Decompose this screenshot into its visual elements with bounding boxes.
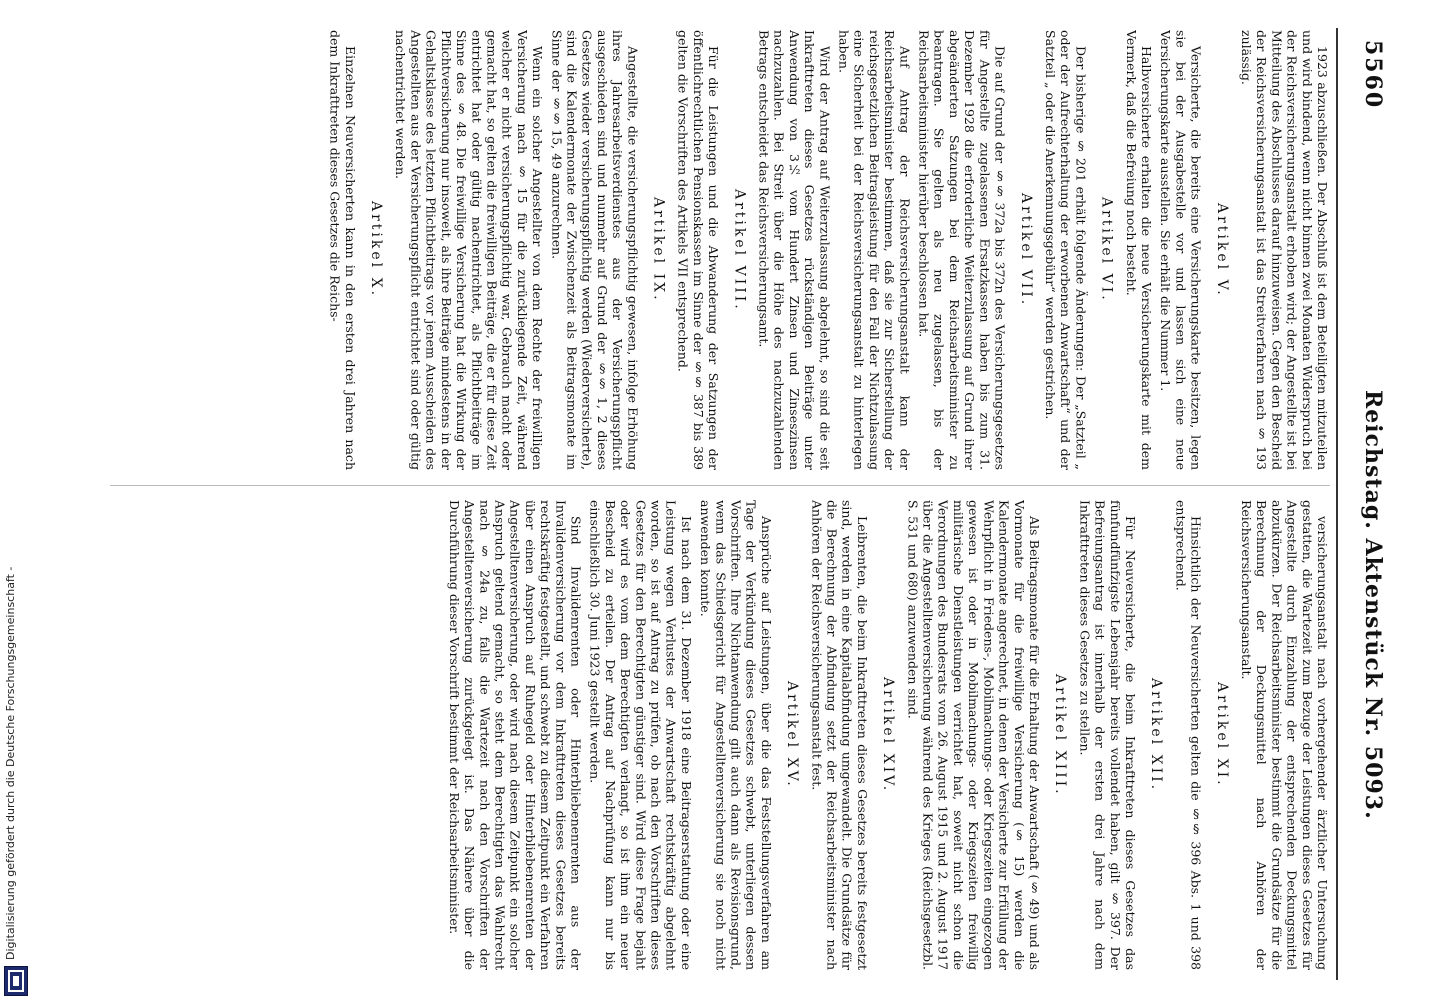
article-x: [327, 30, 383, 470]
article-vii-para-2: Auf Antrag der Reichsversicherungsanstalt kann der Reichsarbeitsminister bestimmen, daß sie zur Sicherstellung der reichsgesetzlichen Beitragsleistung für den Fall der Nichtzulassung eine Sicherheit bei der Reichsversicherungsanstalt zu hinterlegen haben.: [836, 30, 913, 470]
article-xv: [447, 500, 799, 970]
article-x-para-1: Einzelnen Neuversicherten kann in den ersten drei Jahren nach dem Inkrafttreten dieses Gesetzes die Reichs-: [327, 30, 358, 470]
article-xv-para-3: Sind Invalidenrenten oder Hinterbliebenenrenten aus der Invalidenversicherung vor dem Inkrafttreten dieses Gesetzes bereits rechtskräftig festgestellt, und schwebt zu diesem Zeitpunkt ein Verfahren über einen Anspruch auf Ruhegeld oder Hinterbliebenenrenten der Angestelltenversicherung, oder wird nach diesem Zeitpunkt ein solcher Anspruch geltend gemacht, so steht dem Berechtigten das Wahlrecht nach § 24a zu, falls die Wartezeit nach den Vorschriften der Angestelltenversicherung zurückgelegt ist. Das Nähere über die Durchführung dieser Vorschrift bestimmt der Reichsarbeitsminister.: [446, 500, 584, 970]
article-xii-para-1: Für Neuversicherte, die beim Inkrafttreten dieses Gesetzes das fünfundfünfzigste Lebensjahr bereits vollendet haben, gilt § 397. Der Befreiungsantrag ist innerhalb der ersten drei Jahre nach dem Inkrafttreten dieses Gesetzes zu stellen.: [1077, 500, 1138, 970]
article-xii-title: Artikel XII.: [1148, 677, 1165, 793]
article-xiii-title: Artikel XIII.: [1052, 673, 1069, 797]
article-xv-para-1: Ansprüche auf Leistungen, über die das Feststellungsverfahren am Tage der Verkündung dieses Gesetzes schwebt, unterliegen dessen Vorschriften. Ihre Nichtanwendung gilt auch dann als Revisionsgrund, wenn das Schiedsgericht für Angestelltenversicherung sie noch nicht anwenden konnte.: [698, 500, 774, 970]
article-ix-title: Artikel IX.: [650, 197, 667, 303]
article-xiv-title: Artikel XIV.: [880, 676, 897, 794]
article-xi-para-1: Hinsichtlich der Neuversicherten gelten die §§ 396 Abs. 1 und 398 entsprechend.: [1173, 500, 1204, 970]
article-x-title: Artikel X.: [368, 201, 385, 299]
right-intro: versicherungsanstalt nach vorhergehender ärztlicher Untersuchung gestatten, die Wartezeit zum Bezuge der Leistungen dieses Gesetzes für Angestellte durch Einzahlung der entsprechenden Deckungsmittel abzukürzen. Der Reichsarbeitsminister bestimmt die Grundsätze für die Berechnung der Deckungsmittel nach Anhören der Reichsversicherungsanstalt.: [1238, 500, 1330, 970]
article-ix-para-2: Wenn ein solcher Angestellter von dem Rechte der freiwilligen Versicherung nach § 15 für die zurückliegende Zeit, während welcher er nicht versicherungspflichtig war, Gebrauch macht oder gemacht hat, so gelten die freiwilligen Beiträge, die er für diese Zeit entrichtet hat oder gültig nachentrichtet, als Pflichtbeiträge im Sinne des § 48. Die freiwillige Versicherung hat die Wirkung der Pflichtversicherung nur insoweit, als ihre Beiträge mindestens in der Gehaltsklasse des letzten Pflichtbeitrags vor jenem Ausscheiden des Angestellten aus der Versicherungspflicht entrichtet sind oder gültig nachentrichtet werden.: [393, 30, 546, 470]
article-viii-title: Artikel VIII.: [731, 188, 748, 312]
digitization-note: Digitalisierung gefördert durch die Deutsche Forschungsgemeinschaft -: [4, 566, 17, 960]
left-intro: 1923 abzuschließen. Der Abschluß ist dem Beteiligten mitzuteilen und wird bindend, wenn nicht binnen zwei Monaten Widerspruch bei der Reichsversicherungsanstalt erhoben wird; der Angestellte ist bei Mitteilung des Abschlusses darauf hinzuweisen. Gegen den Bescheid der Reichsversicherungsanstalt ist das Streitverfahren nach § 193 zulässig.: [1238, 30, 1330, 470]
page-header: [1346, 30, 1386, 980]
right-column-text: [443, 500, 1330, 970]
article-v-title: Artikel V.: [1213, 202, 1230, 298]
article-xv-para-2: Ist nach dem 31. Dezember 1918 eine Beitragserstattung oder eine Leistung wegen Verlustes der Anwartschaft rechtskräftig abgelehnt worden, so ist auf Antrag zu prüfen, ob nach den Vorschriften dieses Gesetzes für den Berechtigten günstiger sind. Wird diese Frage bejaht oder wird es vom dem Berechtigten verlangt, so ist ihm ein neuer Bescheid zu erteilen. Der Antrag auf Nachprüfung kann nur bis einschließlich 30. Juni 1923 gestellt werden.: [587, 500, 694, 970]
article-xi-title: Artikel XI.: [1213, 682, 1230, 788]
header-rule: [1336, 28, 1338, 980]
article-v-para-2: Halbversicherte erhalten die neue Versicherungskarte mit dem Vermerk, daß die Befreiung noch besteht.: [1123, 30, 1154, 470]
page-title: Reichstag. Aktenstück Nr. 5093.: [1360, 390, 1386, 820]
article-xiii: [905, 500, 1067, 970]
article-vii-para-1: Die auf Grund der §§ 372a bis 372n des Versicherungsgesetzes für Angestellte zugelassenen Ersatzkassen haben bis zum 31. Dezember 1928 die erforderliche Weiterzulassung auf Grund ihrer abgeänderten Satzungen bei dem Reichsarbeitsminister zu beantragen. Sie gelten als neu zugelassen, bis der Reichsarbeitsminister hierüber beschlossen hat.: [916, 30, 1008, 470]
article-viii-para-1: Für die Leistungen und die Abwanderung der Satzungen der öffentlichrechtlichen Pensionskassen im Sinne der §§ 387 bis 389 gelten die Vorschriften des Artikels VII entsprechend.: [675, 30, 722, 470]
article-ix: [393, 30, 665, 470]
column-divider: [110, 485, 1330, 486]
article-viii: [675, 30, 746, 470]
article-xiv-para-1: Leibrenten, die beim Inkrafttreten dieses Gesetzes bereits festgesetzt sind, werden in eine Kapitalabfindung umgewandelt. Die Grundsätze für die Berechnung der Abfindung setzt der Reichsarbeitsminister nach Anhören der Reichsversicherungsanstalt fest.: [809, 500, 870, 970]
article-vi-para-1: Der bisherige § 201 erhält folgende Änderungen: Der „Satzteil „ oder der Aufrechterhaltung der erworbenen Anwartschaft“ und der Satzteil „ oder die Anerkennungsgebühr“ werden gestrichen.: [1042, 30, 1089, 470]
right-column: [110, 500, 1330, 970]
dfg-logo-icon: [4, 966, 28, 996]
article-ix-para-1: Angestellte, die versicherungspflichtig gewesen, infolge Erhöhung ihres Jahresarbeitsverdienstes aus der Versicherungspflicht ausgeschieden sind und nunmehr auf Grund der §§ 1, 2 dieses Gesetzes wieder versicherungspflichtig werden (Wiederversicherte), sind die Kalendermonate der Zwischenzeit als Beitragsmonate im Sinne der §§ 15, 49 anzurechnen.: [549, 30, 641, 470]
article-v-para-1: Versicherte, die bereits eine Versicherungskarte besitzen, legen sie bei der Ausgabestelle vor und lassen sich eine neue Versicherungskarte ausstellen. Sie erhält die Nummer 1.: [1158, 30, 1204, 470]
article-vii-title: Artikel VII.: [1017, 192, 1034, 308]
article-vii: [756, 30, 1032, 470]
article-vi: [1043, 30, 1114, 470]
article-xi: [1173, 500, 1229, 970]
article-xv-title: Artikel XV.: [784, 681, 801, 789]
article-xiv: [809, 500, 895, 970]
left-column-text: [323, 30, 1330, 470]
article-vi-title: Artikel VI.: [1098, 197, 1115, 303]
article-xii: [1077, 500, 1163, 970]
article-xiii-para-1: Als Beitragsmonate für die Erhaltung der Anwartschaft (§ 49) und als Vormonate für die freiwillige Versicherung (§ 15) werden die Kalendermonate angerechnet, in denen der Versicherte zur Erfüllung der Wehrpflicht in Friedens-, Mobilmachungs- oder Kriegszeiten eingezogen gewesen ist oder in Mobilmachungs- oder Kriegszeiten freiwillig militärische Dienstleistungen verrichtet hat, soweit nicht schon die Verordnungen des Bundesrats vom 26. August 1915 und 2. August 1917 über die Angestelltenversicherung während des Krieges (Reichsgesetzbl. S. 531 und 680) anzuwenden sind.: [905, 500, 1042, 970]
page-number: 5560: [1360, 40, 1386, 110]
left-column: [110, 30, 1330, 470]
dfg-logo-mark: [5, 967, 27, 995]
article-v: [1124, 30, 1229, 470]
article-vii-para-3: Wird der Antrag auf Weiterzulassung abgelehnt, so sind die seit Inkrafttreten dieses Gesetzes rückständigen Beiträge unter Anwendung von 3½ vom Hundert Zinsen und Zinseszinsen nachzuzahlen. Bei Streit über die Höhe des nachzuzahlenden Betrags entscheidet das Reichsversicherungsamt.: [756, 30, 833, 470]
